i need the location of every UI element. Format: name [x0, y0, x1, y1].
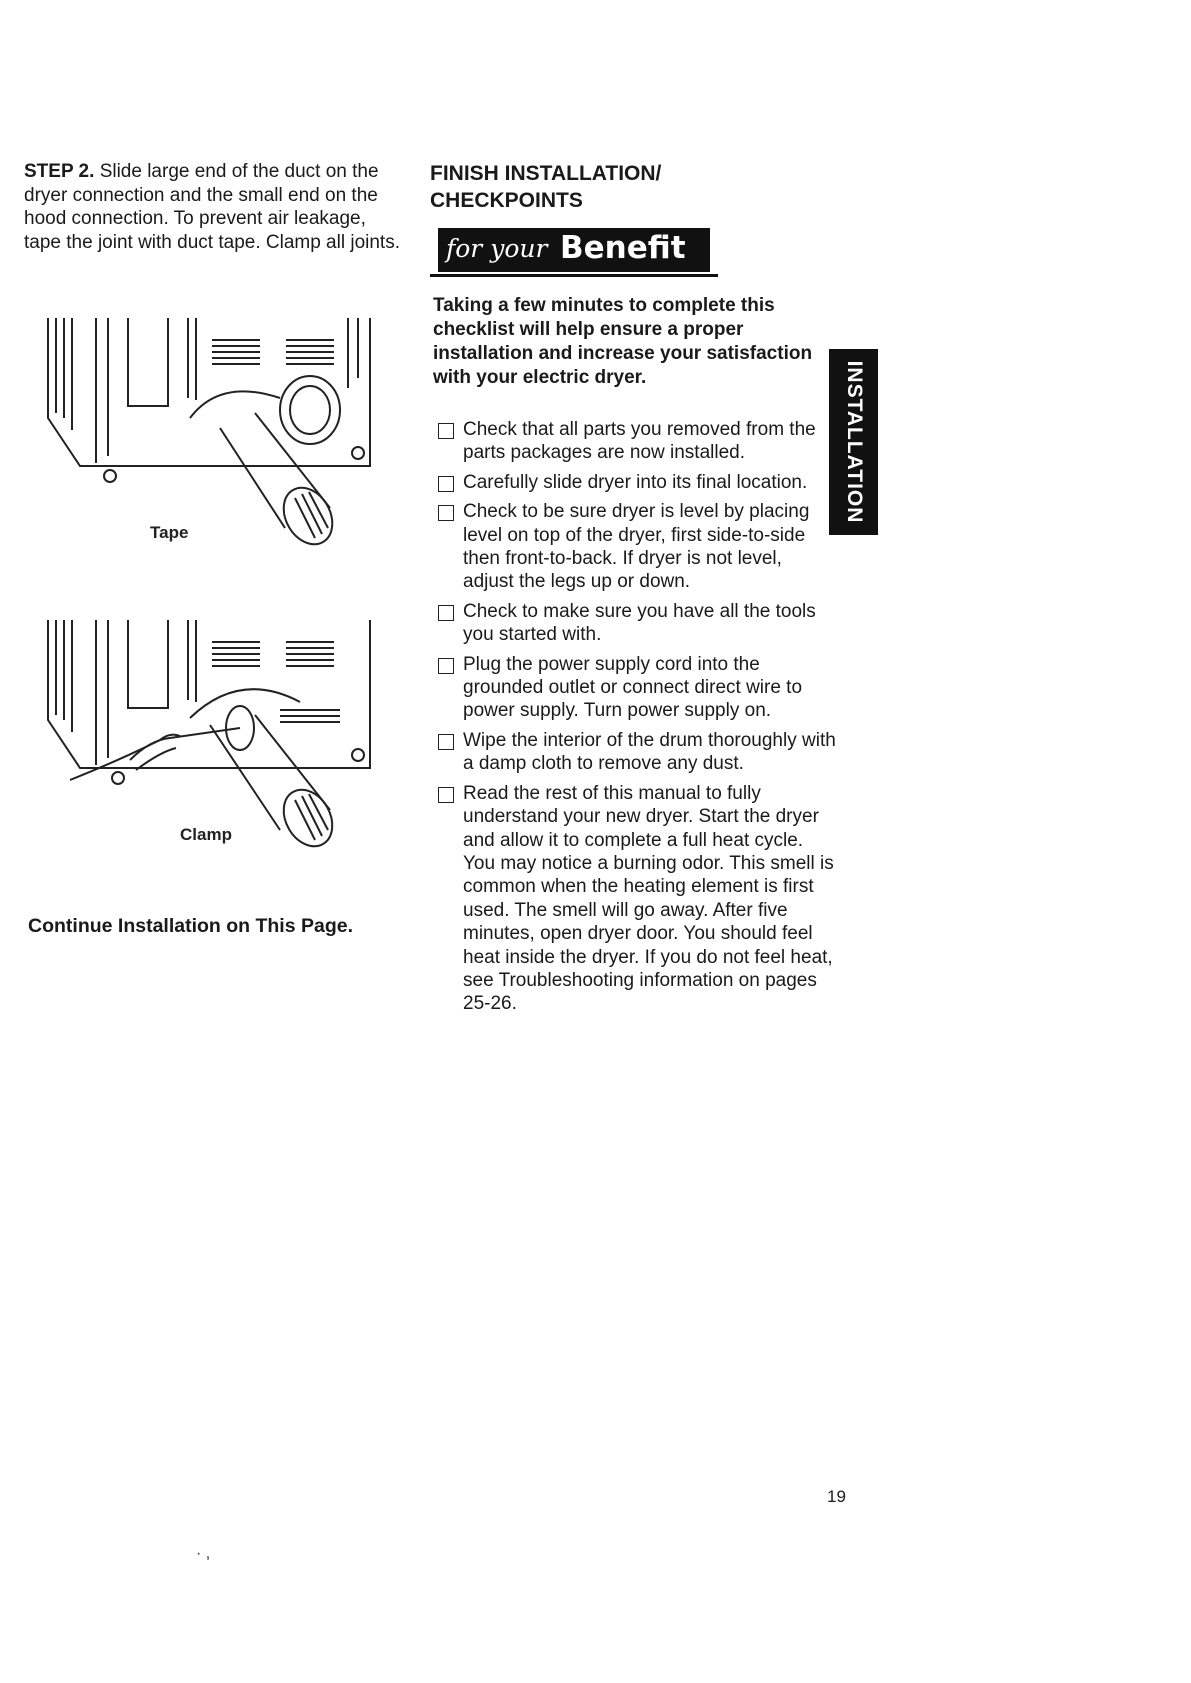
continue-note: Continue Installation on This Page. — [28, 915, 354, 937]
checklist — [436, 418, 836, 1022]
checklist-item: Carefully slide dryer into its final location. — [436, 471, 836, 494]
installation-side-tab — [829, 349, 878, 535]
step-label: STEP 2. — [24, 161, 95, 182]
checkbox-icon — [438, 476, 454, 492]
checklist-item: Check that all parts you removed from the parts packages are now installed. — [436, 418, 836, 465]
intro-paragraph: Taking a few minutes to complete this checklist will help ensure a proper installation and increase your satisfaction with your electric dryer. — [433, 295, 813, 388]
for-your-benefit-banner — [430, 228, 718, 278]
checkbox-icon — [438, 787, 454, 803]
side-tab-label: INSTALLATION — [842, 360, 866, 524]
clamp-illustration — [40, 620, 380, 855]
tape-illustration — [40, 318, 380, 553]
checklist-item: Read the rest of this manual to fully understand your new dryer. Start the dryer and allow it to complete a full heat cycle. You may notice a burning odor. This smell is common when the heating element is first used. The smell will go away. After five minutes, open dryer door. You should feel heat inside the dryer. If you do not feel heat, see Troubleshooting information on pages 25-26. — [436, 782, 836, 1016]
step-text: Slide large end of the duct on the dryer connection and the small end on the hood connection. To prevent air leakage, tape the joint with duct tape. Clamp all joints. — [24, 161, 400, 253]
checkbox-icon — [438, 605, 454, 621]
heading-line-2: CHECKPOINTS — [430, 189, 583, 212]
clamp-label: Clamp — [180, 825, 232, 844]
benefit-word: Benefit — [560, 230, 686, 266]
heading-line-1: FINISH INSTALLATION/ — [430, 162, 662, 185]
checkbox-icon — [438, 505, 454, 521]
checkbox-icon — [438, 734, 454, 750]
step-2-paragraph — [24, 160, 404, 254]
section-heading — [430, 160, 661, 214]
tape-label: Tape — [150, 523, 189, 542]
checklist-item: Wipe the interior of the drum thoroughly with a damp cloth to remove any dust. — [436, 729, 836, 776]
checklist-item: Check to be sure dryer is level by placing level on top of the dryer, first side-to-side then front-to-back. If dryer is not level, adjust the legs up or down. — [436, 500, 836, 594]
page-number: 19 — [827, 1487, 846, 1506]
checklist-item: Check to make sure you have all the tools you started with. — [436, 600, 836, 647]
checkbox-icon — [438, 658, 454, 674]
checkbox-icon — [438, 423, 454, 439]
benefit-prefix: for your — [446, 234, 548, 263]
stray-mark: · , — [196, 1545, 211, 1562]
checklist-item: Plug the power supply cord into the grounded outlet or connect direct wire to power supply. Turn power supply on. — [436, 653, 836, 723]
